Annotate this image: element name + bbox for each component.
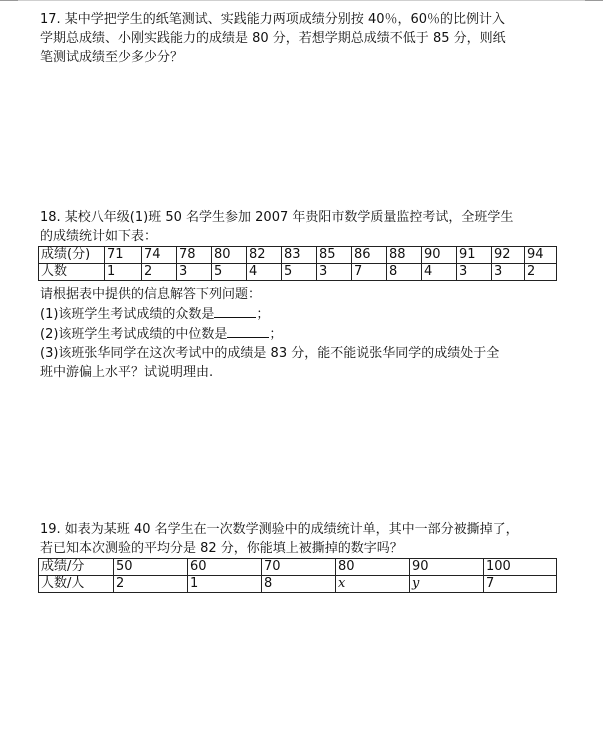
table-cell: 3 xyxy=(177,264,212,281)
table-cell: 8 xyxy=(262,576,336,593)
table-cell: 7 xyxy=(352,264,387,281)
table-cell: 4 xyxy=(247,264,282,281)
table-cell: 80 xyxy=(336,559,410,576)
table-cell: 60 xyxy=(188,559,262,576)
table-cell: 2 xyxy=(142,264,177,281)
q19-line-2: 若已知本次测验的平均分是 82 分，你能填上被撕掉的数字吗？ xyxy=(40,541,403,556)
answer-blank xyxy=(227,324,269,338)
table-cell: 成绩/分 xyxy=(39,559,114,576)
sub1-end: ； xyxy=(256,307,270,322)
table-cell: 成绩(分) xyxy=(39,247,105,264)
q18-sub-question-2 xyxy=(40,324,560,344)
q18-prompt: 请根据表中提供的信息解答下列问题： xyxy=(40,287,262,302)
q17-line-2: 学期总成绩、小刚实践能力的成绩是 80 分，若想学期总成绩不低于 85 分，则纸 xyxy=(40,31,506,46)
question-17 xyxy=(40,10,560,67)
table-cell: 78 xyxy=(177,247,212,264)
sub2-end: ； xyxy=(269,327,283,342)
table-cell: 94 xyxy=(525,247,557,264)
q19-score-row xyxy=(39,559,557,576)
table-cell: 7 xyxy=(484,576,557,593)
q18-line-1: 18. 某校八年级(1)班 50 名学生参加 2007 年贵阳市数学质量监控考试，全班学生 xyxy=(40,210,514,225)
right-corner-mark xyxy=(585,0,603,1)
q18-line-2: 的成绩统计如下表： xyxy=(40,229,158,244)
page-top-border xyxy=(0,0,603,1)
answer-blank xyxy=(214,304,256,318)
table-cell: 88 xyxy=(387,247,422,264)
table-cell: 83 xyxy=(282,247,317,264)
table-cell: 92 xyxy=(492,247,525,264)
table-cell: 3 xyxy=(457,264,492,281)
table-cell: 8 xyxy=(387,264,422,281)
q19-line-1: 19. 如表为某班 40 名学生在一次数学测验中的成绩统计单，其中一部分被撕掉了， xyxy=(40,522,519,537)
table-cell: 3 xyxy=(492,264,525,281)
table-cell: 人数/人 xyxy=(39,576,114,593)
table-cell: 人数 xyxy=(39,264,105,281)
table-cell: 3 xyxy=(317,264,352,281)
table-cell-unknown-x: x xyxy=(336,576,410,593)
q18-score-table xyxy=(38,246,557,281)
table-cell: 80 xyxy=(212,247,247,264)
table-cell: 70 xyxy=(262,559,336,576)
table-cell-unknown-y: y xyxy=(410,576,484,593)
q19-count-row xyxy=(39,576,557,593)
table-cell: 5 xyxy=(212,264,247,281)
table-cell: 82 xyxy=(247,247,282,264)
q18-count-row xyxy=(39,264,557,281)
table-cell: 86 xyxy=(352,247,387,264)
table-cell: 50 xyxy=(114,559,188,576)
question-18 xyxy=(40,208,560,246)
sub1-text: (1)该班学生考试成绩的众数是 xyxy=(40,307,215,322)
table-cell: 1 xyxy=(105,264,142,281)
q18-sub-question-1 xyxy=(40,304,560,324)
table-cell: 100 xyxy=(484,559,557,576)
table-cell: 1 xyxy=(188,576,262,593)
table-cell: 4 xyxy=(422,264,457,281)
question-19 xyxy=(40,520,560,558)
table-cell: 2 xyxy=(114,576,188,593)
q18-sub-question-3-line-2: 班中游偏上水平？试说明理由. xyxy=(40,365,214,380)
q17-line-3: 笔测试成绩至少多少分？ xyxy=(40,50,184,65)
q18-sub-question-3-line-1: (3)该班张华同学在这次考试中的成绩是 83 分，能不能说张华同学的成绩处于全 xyxy=(40,346,500,361)
table-cell: 71 xyxy=(105,247,142,264)
table-cell: 2 xyxy=(525,264,557,281)
table-cell: 74 xyxy=(142,247,177,264)
table-cell: 5 xyxy=(282,264,317,281)
sub2-text: (2)该班学生考试成绩的中位数是 xyxy=(40,327,228,342)
q18-questions xyxy=(40,285,560,382)
q19-score-table xyxy=(38,558,557,593)
table-cell: 90 xyxy=(410,559,484,576)
table-cell: 91 xyxy=(457,247,492,264)
left-corner-mark xyxy=(0,0,18,1)
table-cell: 85 xyxy=(317,247,352,264)
q17-line-1: 17. 某中学把学生的纸笔测试、实践能力两项成绩分别按 40％，60％的比例计入 xyxy=(40,12,506,27)
table-cell: 90 xyxy=(422,247,457,264)
q18-score-row xyxy=(39,247,557,264)
